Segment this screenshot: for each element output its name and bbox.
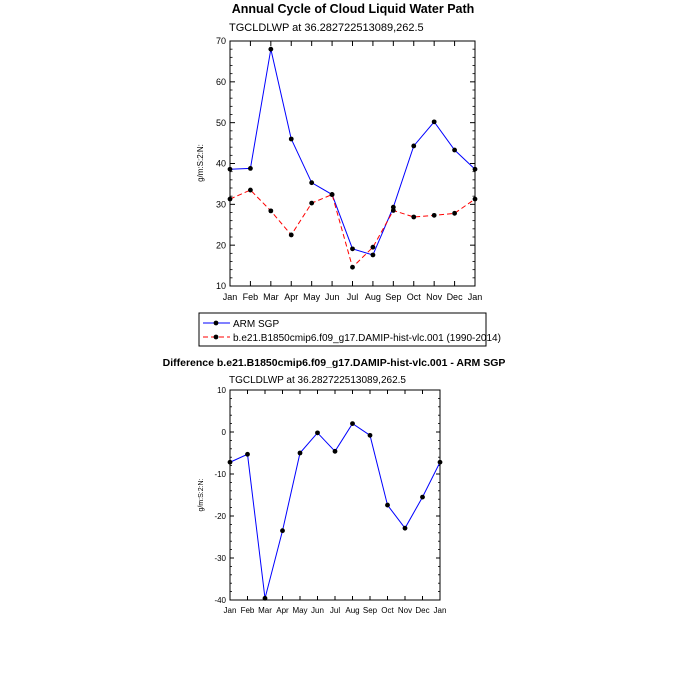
x-tick-label: Dec (415, 606, 430, 615)
legend-label-arm-sgp: ARM SGP (233, 319, 280, 330)
y-tick-label: 30 (215, 199, 226, 210)
chart-1-series (228, 47, 478, 270)
y-tick-label: -30 (214, 553, 226, 563)
x-tick-label: Jun (324, 292, 340, 302)
series-0-point (473, 167, 478, 172)
series-1-point (371, 245, 376, 250)
x-tick-label: Jul (346, 292, 359, 302)
series-0-point (298, 451, 303, 456)
series-1-point (309, 201, 314, 206)
series-0-point (263, 596, 268, 601)
series-0-point (245, 452, 250, 457)
series-0-point (280, 528, 285, 533)
x-tick-label: Feb (242, 292, 259, 302)
x-tick-label: Nov (397, 606, 413, 615)
y-tick-label: 60 (215, 76, 226, 87)
x-tick-label: Jul (329, 606, 341, 615)
series-0-point (289, 137, 294, 142)
series-0-point (452, 148, 457, 153)
series-0-point (309, 180, 314, 185)
legend-marker-arm-sgp (214, 321, 219, 326)
series-0-point (403, 526, 408, 531)
x-tick-label: Oct (406, 292, 421, 302)
x-tick-label: Jan (223, 606, 237, 615)
chart-2-series (228, 421, 443, 601)
series-1-point (473, 197, 478, 202)
x-tick-label: May (292, 606, 308, 615)
series-0-point (438, 460, 443, 465)
y-tick-label: -20 (214, 511, 226, 521)
series-0-point (228, 460, 233, 465)
series-0-point (371, 253, 376, 258)
series-0-point (333, 449, 338, 454)
x-tick-label: Mar (263, 292, 279, 302)
y-tick-label: 20 (215, 240, 226, 251)
series-1-point (350, 265, 355, 270)
series-line-1 (230, 190, 475, 267)
series-0-point (315, 430, 320, 435)
x-tick-label: Oct (381, 606, 394, 615)
x-tick-label: Feb (240, 606, 255, 615)
series-0-point (228, 167, 233, 172)
y-tick-label: -10 (214, 469, 226, 479)
y-tick-label: 50 (215, 117, 226, 128)
y-tick-label: 70 (215, 36, 226, 47)
y-tick-label: 40 (215, 158, 226, 169)
chart-1-y-axis (216, 36, 475, 291)
series-1-point (432, 213, 437, 218)
chart-2-title: Difference b.e21.B1850cmip6.f09_g17.DAMIP-hist-vlc.001 - ARM SGP (162, 357, 506, 369)
x-tick-label: Jan (433, 606, 447, 615)
series-1-point (452, 211, 457, 216)
legend-label-model: b.e21.B1850cmip6.f09_g17.DAMIP-hist-vlc.001 (1990-2014) (233, 333, 501, 344)
series-0-point (248, 166, 253, 171)
series-1-point (268, 208, 273, 213)
series-1-point (391, 208, 396, 213)
x-tick-label: Nov (426, 292, 443, 302)
chart-2-y-axis-label: g/m:S:2:N: (198, 478, 205, 512)
x-tick-label: Mar (258, 606, 272, 615)
x-tick-label: Jan (467, 292, 483, 302)
x-tick-label: Apr (284, 292, 299, 302)
x-tick-label: Apr (276, 606, 289, 615)
chart-1-subtitle: TGCLDLWP at 36.282722513089,262.5 (229, 22, 424, 34)
x-tick-label: Aug (345, 606, 360, 615)
legend-marker-model (214, 335, 219, 340)
chart-1-x-axis (223, 41, 483, 302)
series-0-point (411, 144, 416, 149)
y-tick-label: 0 (221, 427, 226, 437)
chart-2-x-axis (221, 390, 447, 615)
chart-2 (163, 357, 506, 615)
chart-2-subtitle: TGCLDLWP at 36.282722513089,262.5 (229, 375, 406, 386)
x-tick-label: Sep (362, 606, 378, 615)
y-tick-label: 10 (217, 385, 226, 395)
chart-1 (196, 2, 482, 302)
y-tick-label: -40 (214, 595, 226, 605)
x-tick-label: Jun (311, 606, 324, 615)
series-1-point (289, 233, 294, 238)
chart-2-y-axis (214, 386, 440, 605)
chart-1-legend (199, 313, 501, 346)
series-1-point (330, 192, 335, 197)
series-1-point (248, 188, 253, 193)
x-tick-label: May (303, 292, 321, 302)
series-0-point (385, 503, 390, 508)
series-line-0 (230, 49, 475, 255)
chart-1-title: Annual Cycle of Cloud Liquid Water Path (231, 2, 475, 16)
x-tick-label: Sep (385, 292, 402, 302)
x-tick-label: Jan (222, 292, 238, 302)
series-0-point (350, 421, 355, 426)
x-tick-label: Dec (446, 292, 463, 302)
x-tick-label: Aug (364, 292, 381, 302)
series-1-point (411, 215, 416, 220)
series-0-point (420, 495, 425, 500)
chart-1-y-axis-label: g/m:S:2:N: (196, 144, 205, 182)
series-0-point (268, 47, 273, 52)
y-tick-label: 10 (215, 281, 226, 292)
series-0-point (432, 119, 437, 124)
series-0-point (350, 246, 355, 251)
series-1-point (228, 197, 233, 202)
series-0-point (368, 433, 373, 438)
